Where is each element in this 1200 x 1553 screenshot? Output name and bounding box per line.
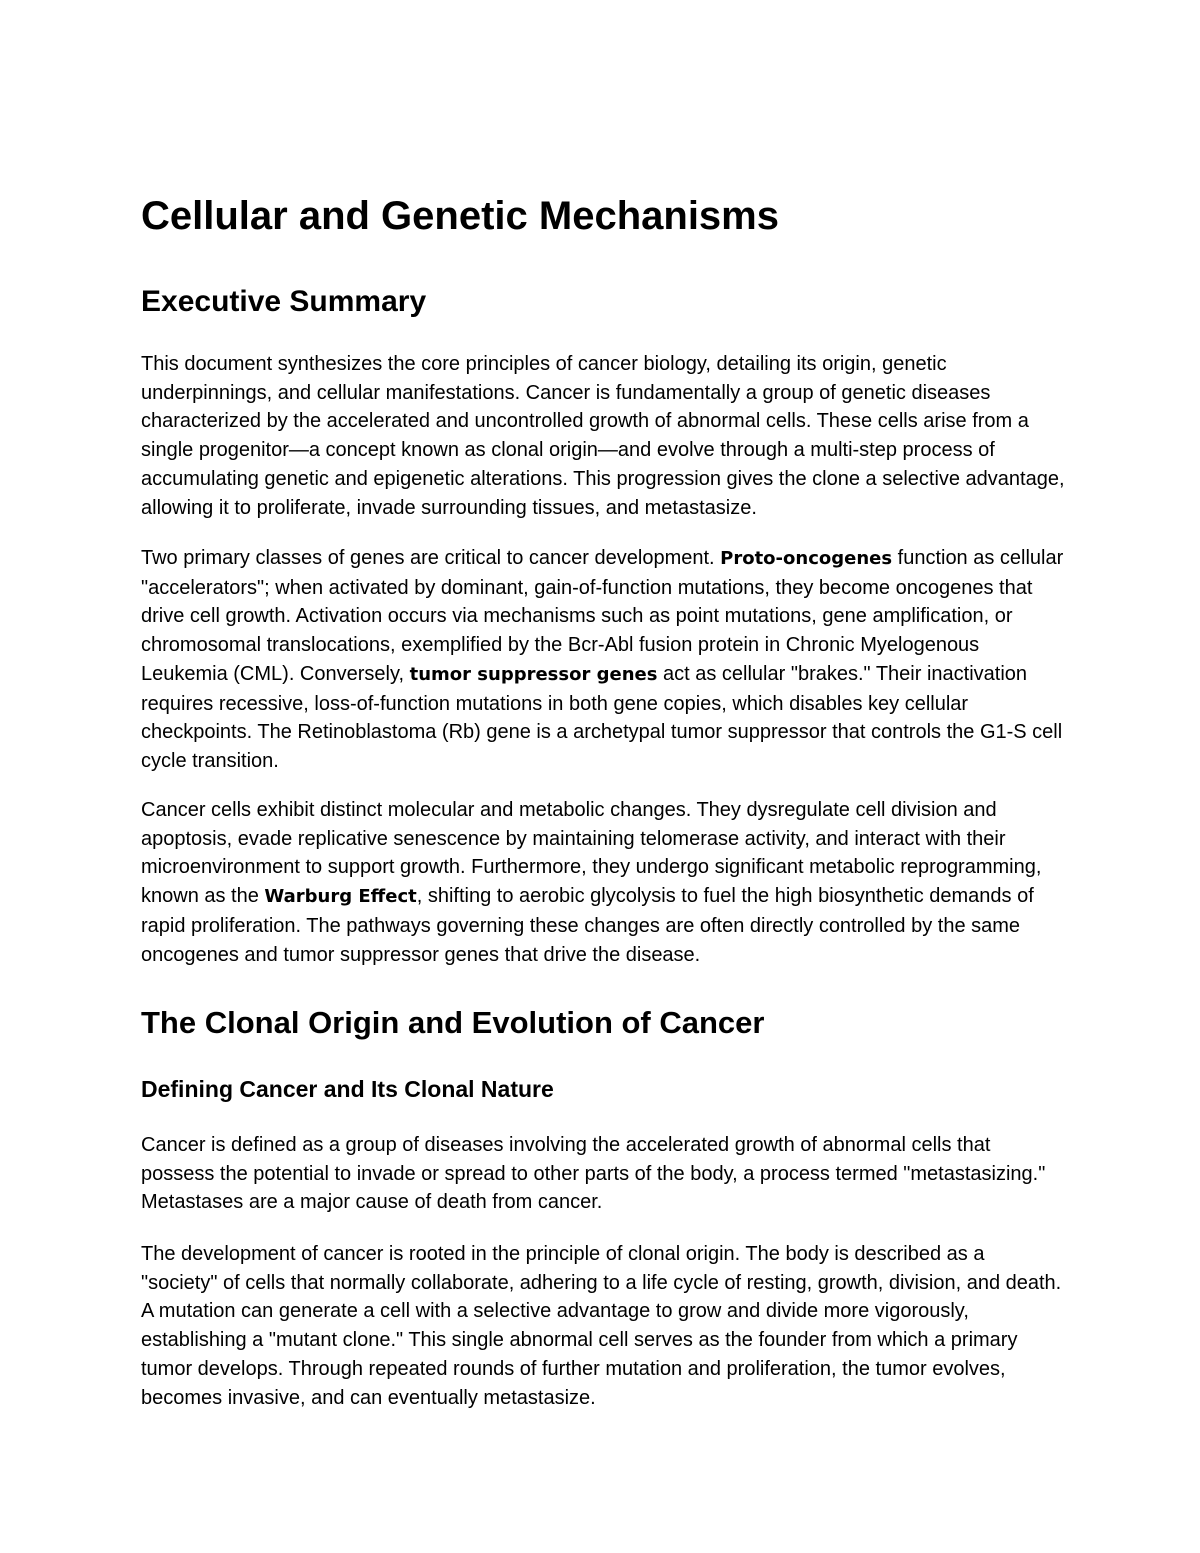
text-span: function as cellular "accelerators"; when activated by dominant, gain-of-function mutations, they become oncogenes that drive cell growth. Activation occurs via mechanisms such as point mutations, gene amplification, or chromosomal translocations, exemplified by the Bcr-Abl fusion protein in Chronic Myelogenous Leukemia (CML). Conversely, xyxy=(141,547,1064,685)
text-span: Cancer cells exhibit distinct molecular and metabolic changes. They dysregulate cell division and apoptosis, evade replicative senescence by maintaining telomerase activity, and interact with their microenvironment to support growth. Furthermore, they undergo significant metabolic reprogramming, known as the xyxy=(141,799,1042,908)
text-span: Two primary classes of genes are critical to cancer development. xyxy=(141,547,721,569)
text-span: , shifting to aerobic glycolysis to fuel the high biosynthetic demands of rapid proliferation. The pathways governing these changes are often directly controlled by the same oncogenes and tumor suppressor genes that drive the disease. xyxy=(141,885,1034,966)
executive-summary-paragraph-1: This document synthesizes the core principles of cancer biology, detailing its origin, genetic underpinnings, and cellular manifestations. Cancer is fundamentally a group of genetic diseases characterized by the accelerated and uncontrolled growth of abnormal cells. These cells arise from a single progenitor—a concept known as clonal origin—and evolve through a multi-step process of accumulating genetic and epigenetic alterations. This progression gives the clone a selective advantage, allowing it to proliferate, invade surrounding tissues, and metastasize. xyxy=(141,353,1065,519)
defining-cancer-subheading: Defining Cancer and Its Clonal Nature xyxy=(141,1076,554,1102)
proto-oncogenes-term: Proto-oncogenes xyxy=(720,548,893,569)
tumor-suppressor-genes-term: tumor suppressor genes xyxy=(409,663,658,685)
executive-summary-paragraph-2 xyxy=(141,544,1066,776)
executive-summary-heading: Executive Summary xyxy=(141,285,427,318)
warburg-effect-term: Warburg Effect xyxy=(264,886,417,908)
clonal-origin-heading: The Clonal Origin and Evolution of Cancer xyxy=(141,1005,765,1040)
executive-summary-paragraph-3 xyxy=(141,796,1066,969)
defining-cancer-paragraph-2: The development of cancer is rooted in the principle of clonal origin. The body is described as a "society" of cells that normally collaborate, adhering to a life cycle of resting, growth, division, and death. A mutation can generate a cell with a selective advantage to grow and divide more vigorously, establishing a "mutant clone." This single abnormal cell serves as the founder from which a primary tumor develops. Through repeated rounds of further mutation and proliferation, the tumor evolves, becomes invasive, and can eventually metastasize. xyxy=(141,1243,1062,1409)
defining-cancer-paragraph-1: Cancer is defined as a group of diseases involving the accelerated growth of abnormal cells that possess the potential to invade or spread to other parts of the body, a process termed "metastasizing." Metastases are a major cause of death from cancer. xyxy=(141,1134,1046,1214)
document-title: Cellular and Genetic Mechanisms xyxy=(141,194,779,238)
text-span: act as cellular "brakes." Their inactivation requires recessive, loss-of-function mutations in both gene copies, which disables key cellular checkpoints. The Retinoblastoma (Rb) gene is a archetypal tumor suppressor that controls the G1-S cell cycle transition. xyxy=(141,662,1063,772)
